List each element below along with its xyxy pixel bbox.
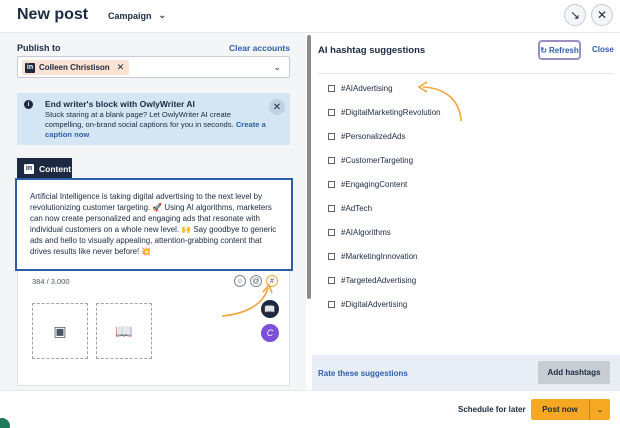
checkbox[interactable]: [328, 85, 335, 92]
rate-suggestions-link[interactable]: Rate these suggestions: [318, 369, 408, 378]
linkedin-icon: in: [26, 64, 34, 71]
arrow-down-right-icon: ↘: [569, 8, 581, 22]
remove-account-icon[interactable]: ✕: [116, 62, 125, 72]
publish-to-label: Publish to: [17, 43, 61, 53]
emoji-icon[interactable]: ☺: [234, 275, 246, 287]
refresh-label: Refresh: [548, 45, 579, 55]
refresh-icon: ↻: [540, 45, 547, 55]
add-image-button[interactable]: [32, 303, 88, 359]
chevron-down-icon[interactable]: ⌄: [596, 405, 604, 414]
tab-label: Content: [39, 163, 72, 174]
scrollbar-thumb[interactable]: [307, 35, 311, 299]
hashtag-item[interactable]: #AdTech: [328, 204, 372, 213]
composer-pane: [0, 33, 306, 390]
character-count: 384 / 3,000: [32, 277, 70, 286]
chevron-down-icon: ⌄: [158, 10, 167, 20]
checkbox[interactable]: [328, 301, 335, 308]
minimize-button[interactable]: [564, 4, 586, 26]
checkbox[interactable]: [328, 205, 335, 212]
add-hashtags-button[interactable]: Add hashtags: [538, 361, 610, 384]
hashtag-icon[interactable]: #: [266, 275, 278, 287]
owlywriter-button[interactable]: [261, 324, 279, 342]
info-icon: i: [24, 100, 33, 109]
panel-title: AI hashtag suggestions: [318, 45, 426, 56]
checkbox[interactable]: [328, 157, 335, 164]
hashtag-item[interactable]: #DigitalMarketingRevolution: [328, 108, 441, 117]
checkbox[interactable]: [328, 109, 335, 116]
hashtag-item[interactable]: #MarketingInnovation: [328, 252, 418, 261]
account-selector[interactable]: [17, 56, 290, 78]
book-icon: 📖: [115, 322, 133, 339]
banner-title: End writer's block with OwlyWriter AI: [45, 99, 195, 109]
hashtag-item[interactable]: #PersonalizedAds: [328, 132, 405, 141]
post-editor: [17, 179, 290, 386]
hashtag-panel: [312, 33, 620, 390]
hashtag-item[interactable]: #EngagingContent: [328, 180, 407, 189]
post-text-area[interactable]: Artificial Intelligence is taking digital advertising to the next level by revolutionizing customer targeting. 🚀 Using AI algorithms, marketers can now create personalized and engaging ads that resonate with individual customers on a whole new level. 🙌 Say goodbye to generic ads and hello to visually appealing, attention-grabbing content that drives results like never before! 💥: [15, 178, 293, 271]
hashtag-item[interactable]: #CustomerTargeting: [328, 156, 413, 165]
campaign-dropdown[interactable]: [108, 10, 166, 21]
dismiss-banner-button[interactable]: [269, 99, 285, 115]
schedule-later-button[interactable]: Schedule for later: [458, 405, 526, 414]
banner-text: [45, 110, 267, 140]
hashtag-item[interactable]: #AIAlgorithms: [328, 228, 391, 237]
ai-writer-icon: C: [266, 328, 274, 338]
banner-body: Stuck staring at a blank page? Let OwlyWriter AI create compelling, on-brand social captions for you in seconds.: [45, 110, 234, 129]
checkbox[interactable]: [328, 181, 335, 188]
image-icon: ▣: [53, 322, 67, 339]
close-icon: ✕: [596, 8, 608, 22]
hashtag-item[interactable]: #TargetedAdvertising: [328, 276, 416, 285]
linkedin-icon: in: [25, 165, 33, 172]
chevron-down-icon[interactable]: ⌄: [273, 62, 281, 72]
hashtag-item[interactable]: #DigitalAdvertising: [328, 300, 407, 309]
campaign-label: Campaign: [108, 10, 152, 21]
close-icon: ✕: [272, 101, 282, 113]
account-chip: [22, 60, 129, 75]
book-icon: 📖: [264, 303, 276, 314]
checkbox[interactable]: [328, 253, 335, 260]
create-caption-link[interactable]: Create a caption now: [45, 120, 266, 139]
owlywriter-banner: [17, 93, 290, 145]
checkbox[interactable]: [328, 229, 335, 236]
dialog-header: [0, 0, 620, 32]
panel-divider: [318, 73, 614, 74]
tab-content[interactable]: [17, 158, 72, 179]
mention-icon[interactable]: @: [250, 275, 262, 287]
close-dialog-button[interactable]: [591, 4, 613, 26]
account-name: Colleen Christison: [39, 63, 110, 72]
page-title: New post: [17, 6, 89, 23]
dialog-footer: [0, 391, 620, 428]
hashtag-item[interactable]: #AIAdvertising: [328, 84, 393, 93]
post-now-button[interactable]: [531, 399, 610, 420]
post-now-label: Post now: [542, 405, 578, 414]
panel-footer: [312, 355, 620, 390]
clear-accounts-link[interactable]: Clear accounts: [229, 43, 290, 53]
close-panel-link[interactable]: Close: [592, 45, 614, 54]
checkbox[interactable]: [328, 133, 335, 140]
content-library-button[interactable]: [261, 300, 279, 318]
media-library-button[interactable]: [96, 303, 152, 359]
checkbox[interactable]: [328, 277, 335, 284]
refresh-button[interactable]: [538, 40, 581, 60]
